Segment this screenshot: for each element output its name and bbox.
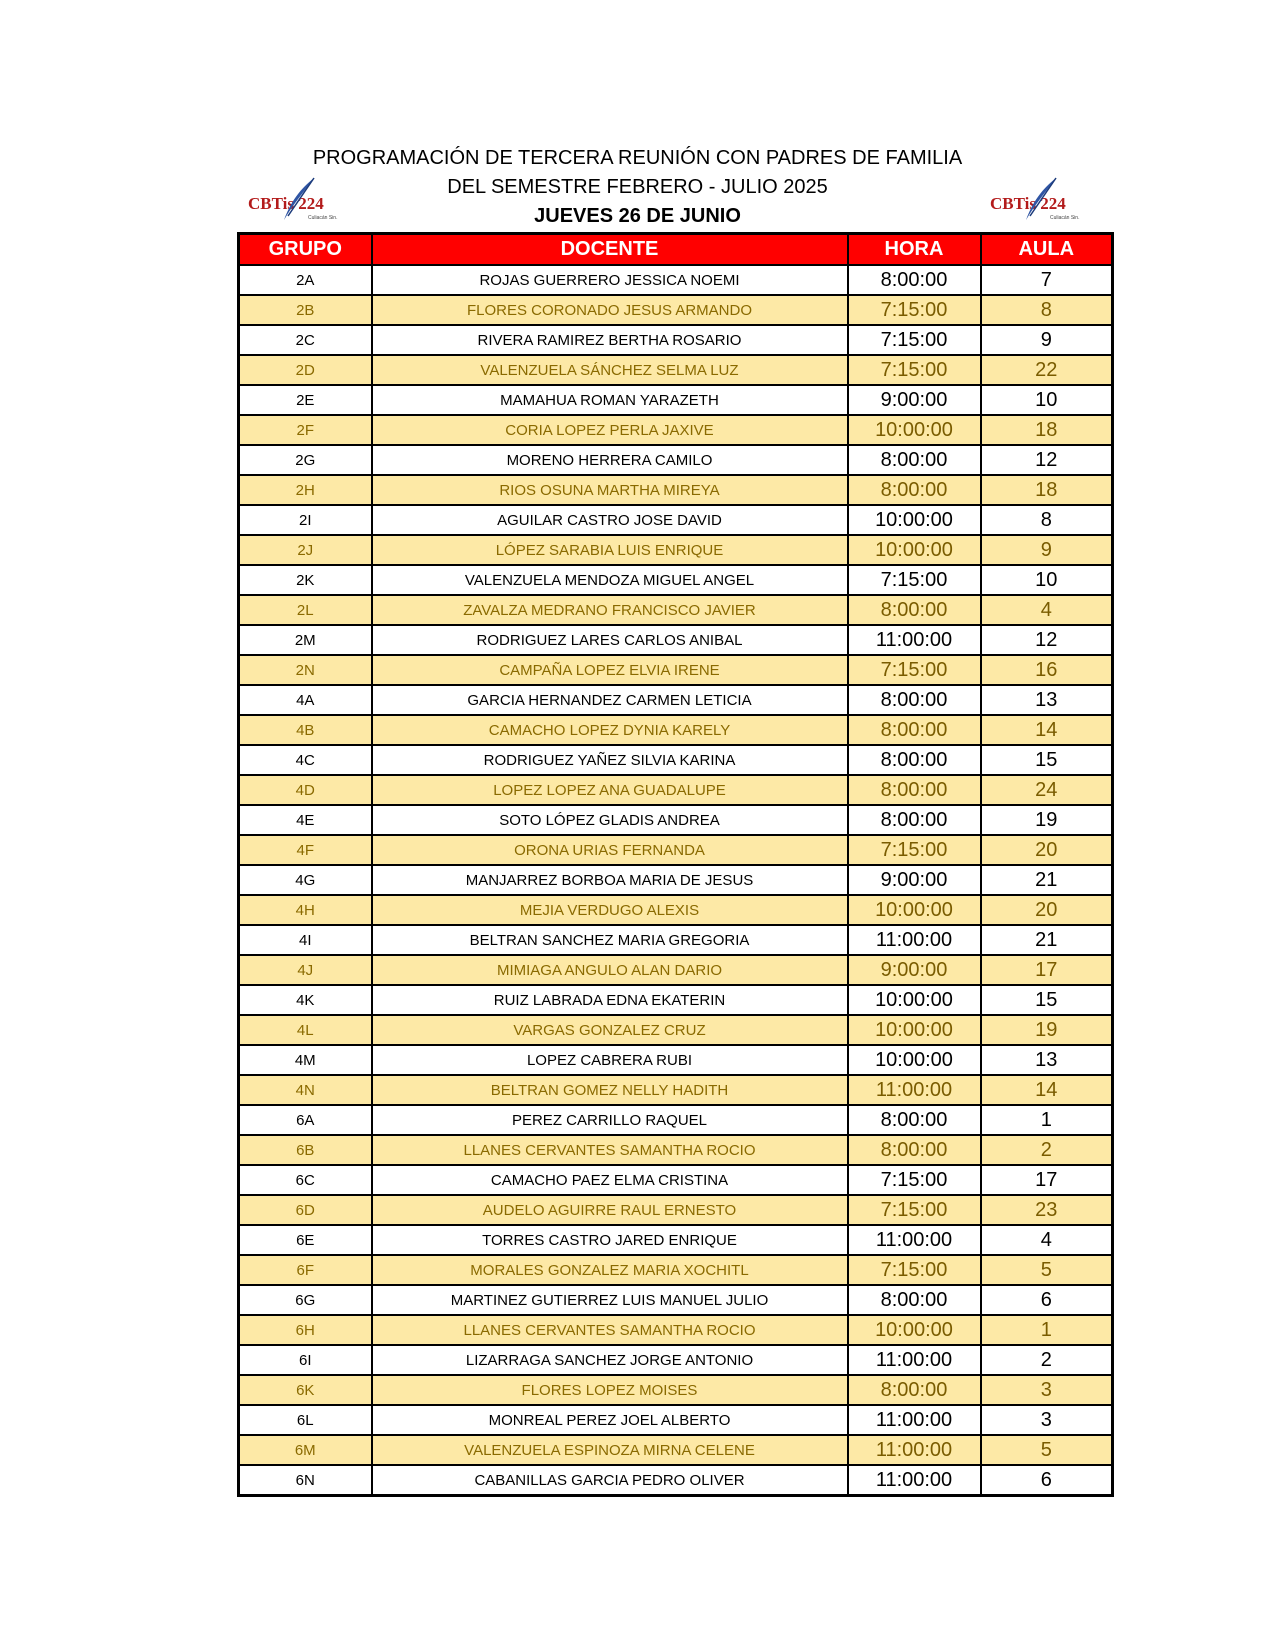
cell-hora: 7:15:00 [848,1165,981,1195]
cell-hora: 7:15:00 [848,1255,981,1285]
cell-docente: ROJAS GUERRERO JESSICA NOEMI [372,265,848,295]
cell-grupo: 6F [239,1255,372,1285]
column-header-hora: HORA [848,234,981,266]
title-line-1: PROGRAMACIÓN DE TERCERA REUNIÓN CON PADRES DE FAMILIA [312,147,963,169]
cell-aula: 10 [981,385,1113,415]
cell-docente: LÓPEZ SARABIA LUIS ENRIQUE [372,535,848,565]
cell-docente: BELTRAN GOMEZ NELLY HADITH [372,1075,848,1105]
cell-grupo: 2I [239,505,372,535]
cell-grupo: 6G [239,1285,372,1315]
cell-docente: MIMIAGA ANGULO ALAN DARIO [372,955,848,985]
table-row [239,835,1113,865]
logo-subtext: Culiacán Sin. [1050,215,1080,221]
table-row [239,865,1113,895]
table-row [239,505,1113,535]
cell-grupo: 4F [239,835,372,865]
cell-aula: 24 [981,775,1113,805]
cell-docente: VALENZUELA MENDOZA MIGUEL ANGEL [372,565,848,595]
cell-grupo: 2C [239,325,372,355]
cell-aula: 7 [981,265,1113,295]
cell-aula: 9 [981,535,1113,565]
table-row [239,1405,1113,1435]
table-row [239,535,1113,565]
table-row [239,1465,1113,1496]
cell-docente: RIOS OSUNA MARTHA MIREYA [372,475,848,505]
cell-grupo: 6N [239,1465,372,1496]
cell-aula: 12 [981,445,1113,475]
table-row [239,1345,1113,1375]
school-logo-left [248,176,358,226]
schedule-table [237,232,1114,1497]
cell-aula: 8 [981,295,1113,325]
cell-hora: 11:00:00 [848,1435,981,1465]
cell-aula: 5 [981,1435,1113,1465]
cell-hora: 10:00:00 [848,895,981,925]
cell-hora: 9:00:00 [848,955,981,985]
cell-grupo: 4G [239,865,372,895]
table-row [239,715,1113,745]
cell-grupo: 2M [239,625,372,655]
cell-docente: GARCIA HERNANDEZ CARMEN LETICIA [372,685,848,715]
date-heading: JUEVES 26 DE JUNIO [534,205,741,227]
cell-aula: 8 [981,505,1113,535]
cell-docente: VARGAS GONZALEZ CRUZ [372,1015,848,1045]
cell-aula: 19 [981,805,1113,835]
cell-hora: 8:00:00 [848,1105,981,1135]
cell-aula: 20 [981,835,1113,865]
cell-docente: CORIA LOPEZ PERLA JAXIVE [372,415,848,445]
cell-hora: 7:15:00 [848,295,981,325]
cell-docente: PEREZ CARRILLO RAQUEL [372,1105,848,1135]
cell-hora: 10:00:00 [848,505,981,535]
cell-aula: 17 [981,1165,1113,1195]
cell-docente: LOPEZ CABRERA RUBI [372,1045,848,1075]
cell-aula: 21 [981,865,1113,895]
table-row [239,385,1113,415]
school-logo-right [990,176,1100,226]
table-row [239,775,1113,805]
cell-aula: 3 [981,1375,1113,1405]
cell-docente: MEJIA VERDUGO ALEXIS [372,895,848,925]
cell-aula: 1 [981,1315,1113,1345]
cell-docente: FLORES CORONADO JESUS ARMANDO [372,295,848,325]
cell-docente: RUIZ LABRADA EDNA EKATERIN [372,985,848,1015]
cell-hora: 10:00:00 [848,985,981,1015]
table-row [239,475,1113,505]
cell-hora: 11:00:00 [848,1225,981,1255]
table-row [239,655,1113,685]
table-row [239,1045,1113,1075]
cell-grupo: 4K [239,985,372,1015]
cell-docente: CABANILLAS GARCIA PEDRO OLIVER [372,1465,848,1496]
cell-hora: 11:00:00 [848,1465,981,1496]
cell-docente: LOPEZ LOPEZ ANA GUADALUPE [372,775,848,805]
cell-grupo: 6B [239,1135,372,1165]
table-row [239,805,1113,835]
cell-aula: 5 [981,1255,1113,1285]
cell-grupo: 4L [239,1015,372,1045]
cell-grupo: 4C [239,745,372,775]
cell-docente: AGUILAR CASTRO JOSE DAVID [372,505,848,535]
cell-grupo: 2L [239,595,372,625]
cell-aula: 21 [981,925,1113,955]
cell-aula: 4 [981,595,1113,625]
cell-docente: LLANES CERVANTES SAMANTHA ROCIO [372,1135,848,1165]
table-row [239,745,1113,775]
cell-aula: 20 [981,895,1113,925]
cell-aula: 3 [981,1405,1113,1435]
cell-hora: 8:00:00 [848,685,981,715]
table-row [239,1195,1113,1225]
table-row [239,1315,1113,1345]
table-row [239,1285,1113,1315]
cell-hora: 8:00:00 [848,715,981,745]
table-row [239,1435,1113,1465]
cell-hora: 8:00:00 [848,265,981,295]
logo-subtext: Culiacán Sin. [308,215,338,221]
logo-text: CBTis 224 [248,194,324,213]
cell-hora: 10:00:00 [848,535,981,565]
table-row [239,1225,1113,1255]
cell-docente: CAMPAÑA LOPEZ ELVIA IRENE [372,655,848,685]
table-row [239,1015,1113,1045]
cell-hora: 8:00:00 [848,475,981,505]
cell-hora: 11:00:00 [848,925,981,955]
table-row [239,445,1113,475]
cell-grupo: 2N [239,655,372,685]
cell-docente: LLANES CERVANTES SAMANTHA ROCIO [372,1315,848,1345]
header-row [239,234,1113,266]
table-row [239,325,1113,355]
cell-hora: 8:00:00 [848,1375,981,1405]
cell-docente: SOTO LÓPEZ GLADIS ANDREA [372,805,848,835]
cell-docente: MORENO HERRERA CAMILO [372,445,848,475]
cell-docente: CAMACHO LOPEZ DYNIA KARELY [372,715,848,745]
schedule-body [239,265,1113,1496]
table-row [239,985,1113,1015]
cell-grupo: 6D [239,1195,372,1225]
cell-hora: 10:00:00 [848,415,981,445]
table-row [239,355,1113,385]
cell-docente: MONREAL PEREZ JOEL ALBERTO [372,1405,848,1435]
table-row [239,625,1113,655]
cell-aula: 6 [981,1465,1113,1496]
cell-hora: 10:00:00 [848,1045,981,1075]
cell-hora: 7:15:00 [848,1195,981,1225]
cell-docente: MANJARREZ BORBOA MARIA DE JESUS [372,865,848,895]
cell-docente: MARTINEZ GUTIERREZ LUIS MANUEL JULIO [372,1285,848,1315]
cell-aula: 14 [981,1075,1113,1105]
cell-hora: 7:15:00 [848,835,981,865]
cell-grupo: 2G [239,445,372,475]
cell-aula: 4 [981,1225,1113,1255]
cell-hora: 10:00:00 [848,1015,981,1045]
cell-docente: BELTRAN SANCHEZ MARIA GREGORIA [372,925,848,955]
table-row [239,1375,1113,1405]
cell-grupo: 2E [239,385,372,415]
logo-text: CBTis 224 [990,194,1066,213]
cell-grupo: 6H [239,1315,372,1345]
cell-docente: MAMAHUA ROMAN YARAZETH [372,385,848,415]
cell-aula: 17 [981,955,1113,985]
cell-hora: 11:00:00 [848,1075,981,1105]
cell-hora: 8:00:00 [848,445,981,475]
cell-grupo: 6E [239,1225,372,1255]
table-row [239,1105,1113,1135]
cell-docente: ZAVALZA MEDRANO FRANCISCO JAVIER [372,595,848,625]
cell-grupo: 4D [239,775,372,805]
cell-grupo: 6L [239,1405,372,1435]
cell-hora: 7:15:00 [848,655,981,685]
cell-grupo: 4I [239,925,372,955]
cell-hora: 7:15:00 [848,325,981,355]
cell-aula: 22 [981,355,1113,385]
cell-aula: 23 [981,1195,1113,1225]
cell-aula: 13 [981,685,1113,715]
cell-hora: 9:00:00 [848,385,981,415]
cell-aula: 2 [981,1135,1113,1165]
cell-hora: 8:00:00 [848,775,981,805]
cell-grupo: 6I [239,1345,372,1375]
cell-hora: 7:15:00 [848,355,981,385]
cell-aula: 10 [981,565,1113,595]
cell-grupo: 4A [239,685,372,715]
cell-docente: TORRES CASTRO JARED ENRIQUE [372,1225,848,1255]
cell-hora: 8:00:00 [848,745,981,775]
cell-grupo: 6A [239,1105,372,1135]
cell-hora: 10:00:00 [848,1315,981,1345]
cell-grupo: 4H [239,895,372,925]
cell-hora: 8:00:00 [848,1285,981,1315]
table-row [239,925,1113,955]
cell-grupo: 6M [239,1435,372,1465]
table-row [239,265,1113,295]
cell-docente: RODRIGUEZ LARES CARLOS ANIBAL [372,625,848,655]
cell-grupo: 6C [239,1165,372,1195]
cell-aula: 1 [981,1105,1113,1135]
cell-aula: 15 [981,985,1113,1015]
cell-hora: 9:00:00 [848,865,981,895]
table-row [239,895,1113,925]
cell-hora: 8:00:00 [848,1135,981,1165]
column-header-docente: DOCENTE [372,234,848,266]
table-row [239,415,1113,445]
cell-hora: 8:00:00 [848,595,981,625]
column-header-grupo: GRUPO [239,234,372,266]
cell-grupo: 2J [239,535,372,565]
cell-aula: 19 [981,1015,1113,1045]
cell-hora: 8:00:00 [848,805,981,835]
cell-docente: LIZARRAGA SANCHEZ JORGE ANTONIO [372,1345,848,1375]
cell-aula: 16 [981,655,1113,685]
cell-docente: VALENZUELA SÁNCHEZ SELMA LUZ [372,355,848,385]
table-row [239,1135,1113,1165]
cell-docente: FLORES LOPEZ MOISES [372,1375,848,1405]
table-row [239,595,1113,625]
table-row [239,295,1113,325]
cell-grupo: 2A [239,265,372,295]
cell-docente: RODRIGUEZ YAÑEZ SILVIA KARINA [372,745,848,775]
cell-grupo: 4M [239,1045,372,1075]
cell-docente: CAMACHO PAEZ ELMA CRISTINA [372,1165,848,1195]
cell-docente: MORALES GONZALEZ MARIA XOCHITL [372,1255,848,1285]
table-row [239,955,1113,985]
cell-aula: 2 [981,1345,1113,1375]
cell-aula: 12 [981,625,1113,655]
cell-aula: 6 [981,1285,1113,1315]
cell-hora: 11:00:00 [848,1405,981,1435]
cell-grupo: 2H [239,475,372,505]
table-row [239,685,1113,715]
cell-grupo: 4E [239,805,372,835]
cell-docente: AUDELO AGUIRRE RAUL ERNESTO [372,1195,848,1225]
title-line-2: DEL SEMESTRE FEBRERO - JULIO 2025 [447,176,828,198]
cell-aula: 18 [981,475,1113,505]
cell-grupo: 2K [239,565,372,595]
cell-grupo: 2B [239,295,372,325]
table-row [239,1165,1113,1195]
cell-hora: 11:00:00 [848,1345,981,1375]
cell-aula: 13 [981,1045,1113,1075]
cell-docente: RIVERA RAMIREZ BERTHA ROSARIO [372,325,848,355]
cell-grupo: 4B [239,715,372,745]
cell-docente: VALENZUELA ESPINOZA MIRNA CELENE [372,1435,848,1465]
cell-grupo: 2F [239,415,372,445]
cell-hora: 11:00:00 [848,625,981,655]
cell-grupo: 4N [239,1075,372,1105]
cell-grupo: 6K [239,1375,372,1405]
table-row [239,565,1113,595]
cell-grupo: 4J [239,955,372,985]
cell-docente: ORONA URIAS FERNANDA [372,835,848,865]
table-row [239,1075,1113,1105]
cell-aula: 14 [981,715,1113,745]
cell-grupo: 2D [239,355,372,385]
table-row [239,1255,1113,1285]
column-header-aula: AULA [981,234,1113,266]
cell-aula: 18 [981,415,1113,445]
cell-aula: 9 [981,325,1113,355]
cell-aula: 15 [981,745,1113,775]
cell-hora: 7:15:00 [848,565,981,595]
